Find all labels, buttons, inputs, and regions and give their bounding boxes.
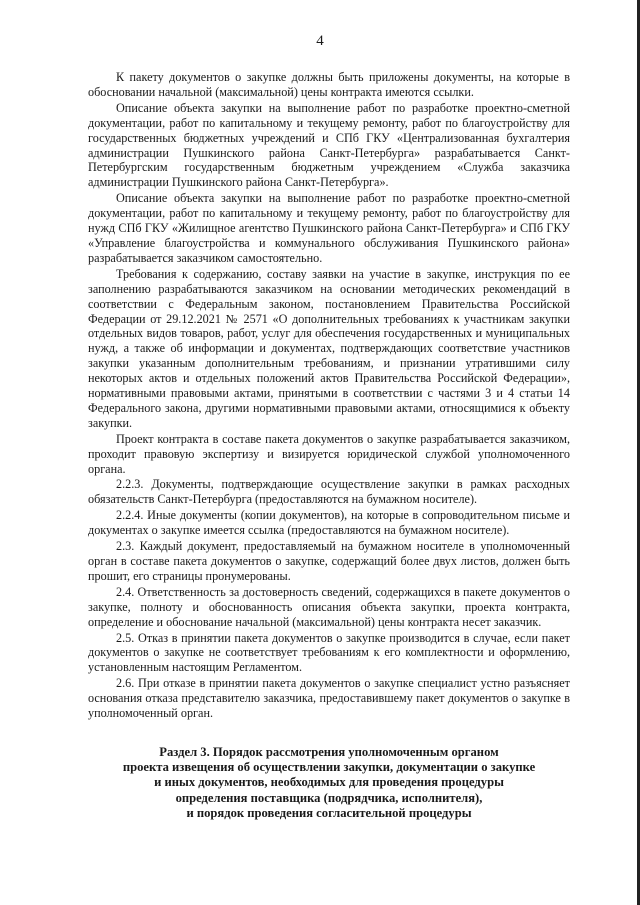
paragraph-application-requirements: Требования к содержанию, составу заявки на участие в закупке, инструкция по ее заполнению разрабатываются заказчиком на основании методических рекомендаций в соответствии с Федеральным законом, постановлением Правительства Российской Федерации от 29.12.2021 № 2571 «О дополнительных требованиях к участникам закупки отдельных видов товаров, работ, услуг для обеспечения государственных и муниципальных нужд, а также об информации и документах, подтверждающих соответствие участников закупки указанным дополнительным требованиям, и признании утратившими силу некоторых актов и отдельных положений актов Правительства Российской Федерации», нормативными правовыми актами, принятыми в соответствии с частями 3 и 4 статьи 14 Федерального закона, другими нормативными правовыми актами, относящимися к объекту закупки.: [88, 266, 570, 430]
section-heading-line: определения поставщика (подрядчика, исполнителя),: [175, 790, 483, 805]
clause-2-5: 2.5. Отказ в принятии пакета документов о закупке производится в случае, если пакет документов о закупке не соответствует требованиям к его комплектности и оформлению, установленным настоящим Регламентом.: [88, 630, 570, 675]
clause-2-4: 2.4. Ответственность за достоверность сведений, содержащихся в пакете документов о закупке, полноту и обоснованность описания объекта закупки, проекта контракта, определение и обоснование начальной (максимальной) цены контракта несет заказчик.: [88, 584, 570, 629]
clause-2-6: 2.6. При отказе в принятии пакета документов о закупке специалист устно разъясняет основания отказа представителю заказчика, предоставившему пакет документов о закупке в уполномоченный орган.: [88, 676, 570, 721]
document-body: [88, 70, 570, 722]
paragraph-description-budget-institutions: Описание объекта закупки на выполнение работ по разработке проектно-сметной документации, работ по капитальному и текущему ремонту, работ по благоустройству для государственных бюджетных учреждений и СПб ГКУ «Централизованная бухгалтерия администрации Пушкинского района Санкт-Петербурга» разрабатывается Санкт-Петербургским государственным бюджетным учреждением «Служба заказчика администрации Пушкинского района Санкт-Петербурга».: [88, 100, 570, 190]
section-3-heading: [88, 745, 570, 821]
section-heading-line: и порядок проведения согласительной процедуры: [186, 805, 472, 820]
page-number: 4: [316, 33, 324, 49]
section-heading-line: Раздел 3. Порядок рассмотрения уполномоченным органом: [159, 745, 499, 759]
paragraph-attachments: К пакету документов о закупке должны быть приложены документы, на которые в обосновании начальной (максимальной) цены контракта имеются ссылки.: [88, 70, 570, 99]
section-heading-line: проекта извещения об осуществлении закупки, документации о закупке: [122, 760, 536, 775]
section-heading-line: и иных документов, необходимых для проведения процедуры: [154, 775, 504, 790]
clause-2-2-3: 2.2.3. Документы, подтверждающие осуществление закупки в рамках расходных обязательств Санкт-Петербурга (предоставляются на бумажном носителе).: [88, 477, 570, 507]
paragraph-description-housing-agency: Описание объекта закупки на выполнение работ по разработке проектно-сметной документации, работ по капитальному и текущему ремонту, работ по благоустройству для нужд СПб ГКУ «Жилищное агентство Пушкинского района Санкт-Петербурга» и СПб ГКУ «Управление благоустройства и коммунального обслуживания Пушкинского района» разрабатывается заказчиком самостоятельно.: [88, 191, 570, 265]
clause-2-3: 2.3. Каждый документ, предоставляемый на бумажном носителе в уполномоченный орган в составе пакета документов о закупке, содержащий более двух листов, должен быть прошит, его страницы пронумерованы.: [88, 539, 570, 583]
clause-2-2-4: 2.2.4. Иные документы (копии документов), на которые в сопроводительном письме и документах о закупке имеется ссылка (предоставляются на бумажном носителе).: [88, 508, 570, 538]
paragraph-draft-contract: Проект контракта в составе пакета документов о закупке разрабатывается заказчиком, проходит правовую экспертизу и визируется юридической службой уполномоченного органа.: [88, 431, 570, 476]
